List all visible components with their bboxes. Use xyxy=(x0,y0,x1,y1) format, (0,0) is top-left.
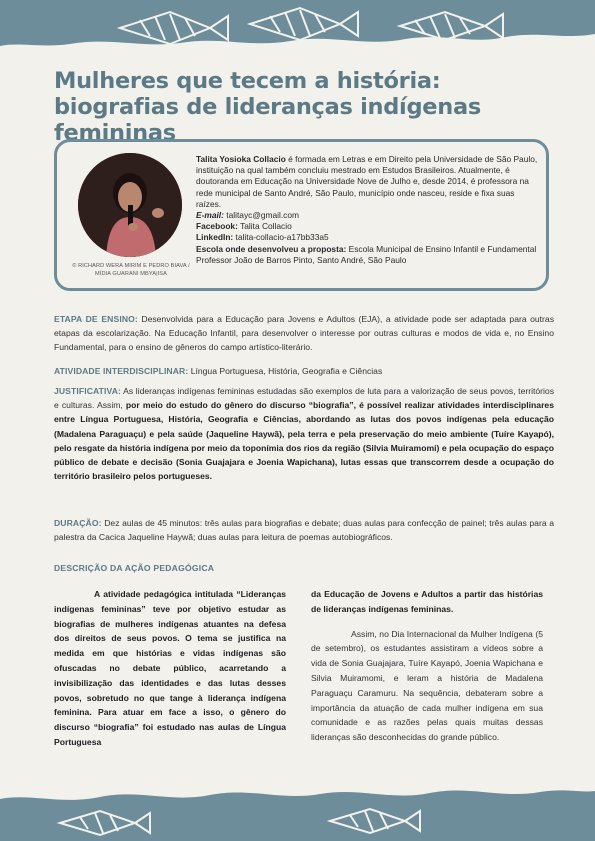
facebook-label: Facebook: xyxy=(196,221,238,232)
etapa-text: Desenvolvida para a Educação para Jovens e Adultos (EJA), a atividade pode ser adaptada para outras etapas da escolarização. Na Educação Infantil, para desenvolver o interesse por outras culturas e modos de vida e, no Ensino Fundamental, para o ensino de gêneros do campo artístico-literário. xyxy=(54,314,554,353)
bottom-fish-banner xyxy=(0,785,595,841)
descricao-col1-text: A atividade pedagógica intitulada “Lideranças indígenas femininas” teve por objetivo estudar as biografias de mulheres indígenas atuantes na defesa dos direitos de seus povos. O tema se justifica na medida em que histórias e vidas indígenas são ofuscadas no debate público, acarretando a invisibilização das identidades e das lutas desses povos, sobretudo no que tange à liderança indígena feminina. Para atuar em face a isso, o gênero do discurso “biografia” foi estudado nas aulas de Língua Portuguesa xyxy=(54,589,286,747)
facebook-value[interactable]: Talita Collacio xyxy=(237,221,292,232)
photo-credit: © RICHARD WERA MIRIM E PEDRO BIAVA / MÍDIA GUARANI MBYA|ISA xyxy=(72,263,190,277)
atividade-section xyxy=(54,364,554,378)
atividade-text: Língua Portuguesa, História, Geografia e Ciências xyxy=(188,366,383,376)
descricao-heading: DESCRIÇÃO DA AÇÃO PEDAGÓGICA xyxy=(54,563,215,573)
page-title: Mulheres que tecem a história: biografias de lideranças indígenas femininas xyxy=(54,68,481,146)
email-value[interactable]: talitayc@gmail.com xyxy=(223,210,299,221)
descricao-column-right xyxy=(311,587,543,745)
atividade-label: ATIVIDADE INTERDISCIPLINAR: xyxy=(54,366,189,376)
linkedin-label: LinkedIn: xyxy=(196,232,234,243)
descricao-col2-text: Assim, no Dia Internacional da Mulher Indígena (5 de setembro), os estudantes assistiram a vídeos sobre a vida de Sonia Guajajara, Tuíre Kayapó, Joenia Wapichana e Silvia Muiramomi, e leram a história de Madalena Paraguaçu Caramuru. Na sequência, debateram sobre a importância da atuação de cada mulher indígena em sua comunidade e as razões pelas quais muitas dessas lideranças são desconhecidas do grande público. xyxy=(311,628,543,743)
linkedin-value[interactable]: talita-collacio-a17bb33a5 xyxy=(233,232,329,243)
etapa-label: ETAPA DE ENSINO: xyxy=(54,314,138,324)
author-intro: é formada em Letras e em Direito pela Universidade de São Paulo, instituição na qual também concluiu mestrado em Estudos Brasileiros. Atualmente, é doutoranda em Educação na Universidade Nove de Julho e, desde 2014, é professora na rede municipal de Santo André, São Paulo, município onde nasceu, reside e fixa suas raízes. xyxy=(196,154,538,209)
school-value: Escola Municipal de Ensino Infantil e Fundamental Professor João de Barros Pinto, Santo André, São Paulo xyxy=(196,243,537,265)
justificativa-text: As lideranças indígenas femininas estudadas são exemplos de luta para a valorização de seus povos, territórios e culturas. Assim, xyxy=(54,386,554,411)
author-name: Talita Yosioka Collacio xyxy=(196,154,286,164)
duracao-section xyxy=(54,516,554,544)
justificativa-section xyxy=(54,384,554,483)
top-fish-banner xyxy=(0,0,595,55)
author-bio xyxy=(196,154,540,266)
etapa-section xyxy=(54,312,554,355)
email-label: E-mail: xyxy=(196,210,224,221)
descricao-col2-lead: da Educação de Jovens e Adultos a partir das histórias de lideranças indígenas femininas. xyxy=(311,589,543,614)
school-label: Escola onde desenvolveu a proposta: xyxy=(196,243,347,254)
descricao-column-left xyxy=(54,587,286,750)
justificativa-bold: por meio do estudo do gênero do discurso “biografia”, é possível realizar atividades interdisciplinares entre Língua Portuguesa, História, Geografia e Ciências, abordando as lutas dos povos indígenas pela educação (Madalena Paraguaçu) e pela saúde (Jaqueline Haywã), pela terra e pela preservação do meio ambiente (Tuíre Kayapó), pelo resgate da história indígena por meio da toponímia dos rios da região (Silvia Muiramomi) e pela ocupação do espaço público de debate e decisão (Sonia Guajajara e Joenia Wapichana), lutas essas que transcorrem desde a ocupação do território brasileiro pelos portugueses. xyxy=(54,400,554,482)
duracao-label: DURAÇÃO: xyxy=(54,518,102,528)
justificativa-label: JUSTIFICATIVA: xyxy=(54,386,121,396)
duracao-text: Dez aulas de 45 minutos: três aulas para biografias e debate; duas aulas para confecção de painel; três aulas para a palestra da Cacica Jaqueline Haywã; duas aulas para leitura de poemas autobiográficos. xyxy=(54,518,554,543)
author-photo xyxy=(78,153,182,257)
